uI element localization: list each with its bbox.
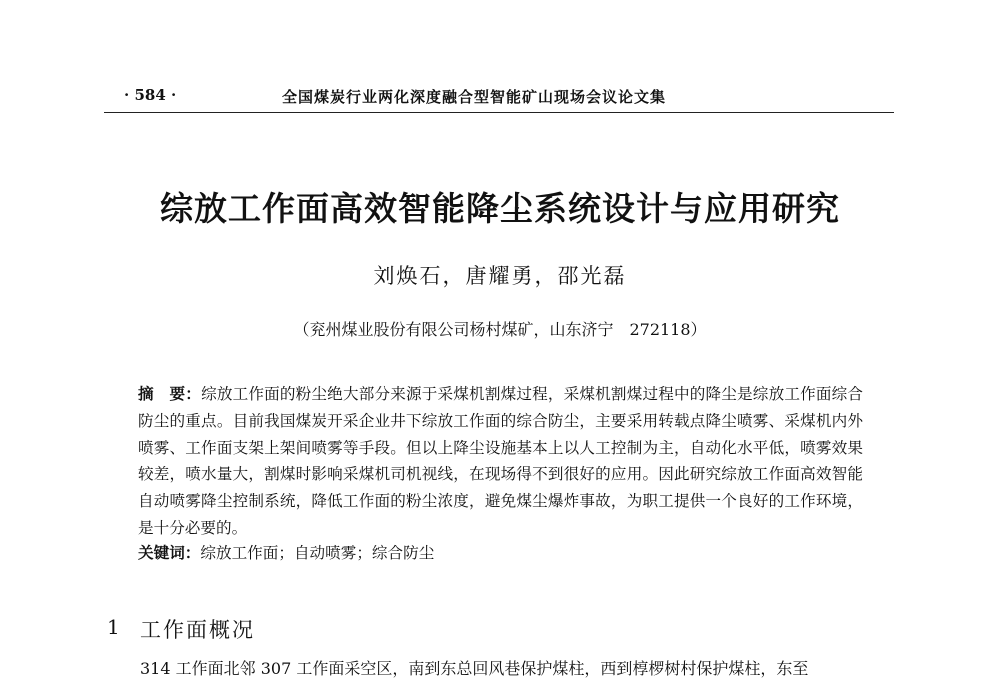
header-rule [104, 112, 894, 113]
keywords [138, 541, 863, 563]
paper-affiliation: （兖州煤业股份有限公司杨村煤矿，山东济宁 272118） [293, 320, 707, 339]
abstract [138, 381, 863, 542]
page-number: · 584 · [124, 86, 177, 104]
paper-authors: 刘焕石，唐耀勇，邵光磊 [373, 264, 627, 288]
paper-title: 综放工作面高效智能降尘系统设计与应用研究 [160, 189, 840, 228]
abstract-label: 摘 要： [138, 384, 202, 403]
keywords-text: 综放工作面；自动喷雾；综合防尘 [200, 544, 435, 562]
section-number: 1 [107, 615, 120, 639]
section-title: 工作面概况 [140, 618, 255, 642]
body-paragraph: 314 工作面北邻 307 工作面采空区，南到东总回风巷保护煤柱，西到椁椤树村保护煤柱，东至 [140, 659, 809, 678]
keywords-label: 关键词： [138, 543, 201, 562]
running-head: 全国煤炭行业两化深度融合型智能矿山现场会议论文集 [282, 88, 667, 106]
abstract-text: 综放工作面的粉尘绝大部分来源于采煤机割煤过程，采煤机割煤过程中的降尘是综放工作面综合防尘的重点。目前我国煤炭开采企业井下综放工作面的综合防尘，主要采用转载点降尘喷雾、采煤机内外喷雾、工作面支架上架间喷雾等手段。但以上降尘设施基本上以人工控制为主，自动化水平低，喷雾效果较差，喷水量大，割煤时影响采煤机司机视线，在现场得不到很好的应用。因此研究综放工作面高效智能自动喷雾降尘控制系统，降低工作面的粉尘浓度，避免煤尘爆炸事故，为职工提供一个良好的工作环境，是十分必要的。 [138, 385, 863, 537]
